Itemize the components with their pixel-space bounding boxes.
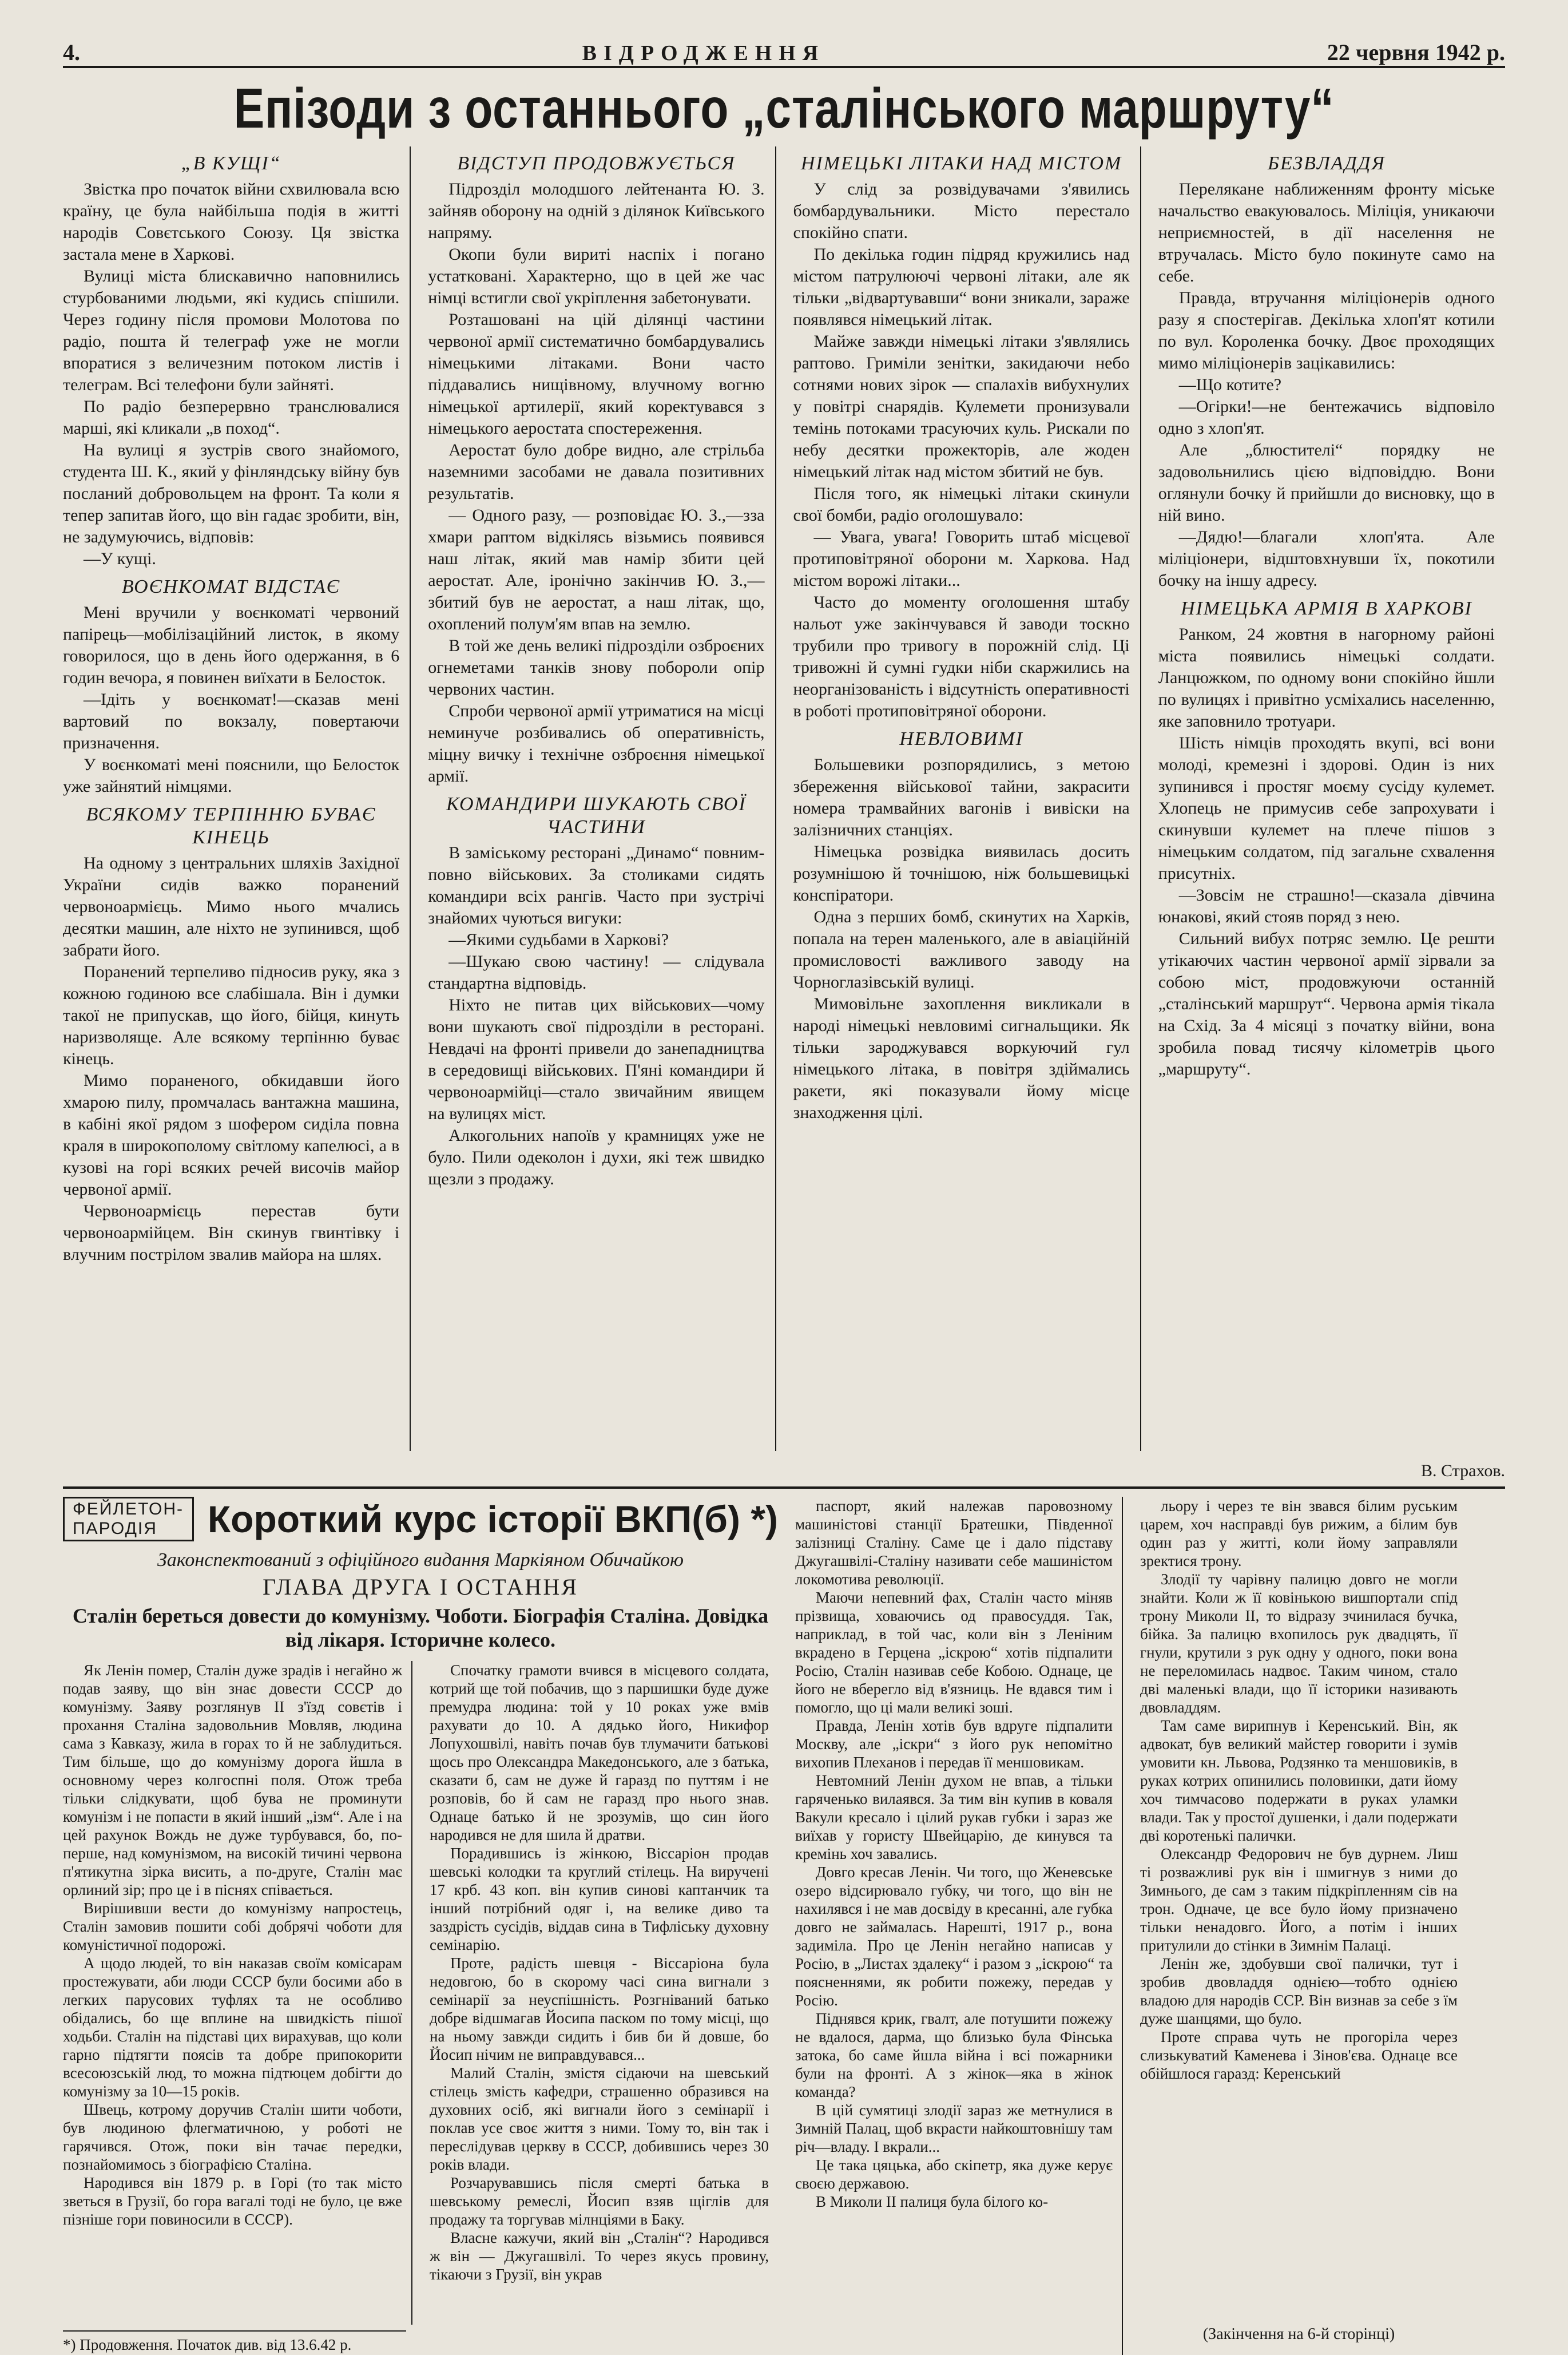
paragraph: Невтомний Ленін духом не впав, а тільки гаряченько вилаявся. За тим він купив в коваля Вакули кресало і цілий рукав губки і зараз же виїхав у гористу Швейцарію, де кинувся та кремінь хоч завались.: [795, 1772, 1113, 1862]
paragraph: Шість німців проходять вкупі, всі вони молоді, кремезні і здорові. Один із них зупинився і простяг моєму сусіду кулемет. Хлопець не примусив себе запрохувати і скинувши кулемет на плече пішов з німецьким солдатом, під загальне схвалення присутніх.: [1158, 734, 1495, 883]
paragraph: Злодії ту чарівну палицю довго не могли знайти. Коли ж її ковінькою вишпортали спід трону Миколи II, то відразу зчинилася бучка, бійка. За палицю вхопилось рук двадцять, її гнули, крутили з рук одну у одного, поки вона не переломилась надвоє. Таким чином, стало дві маленькі влади, що її історики називають двовладдям.: [1140, 1571, 1458, 1716]
masthead: [63, 31, 1505, 68]
section-title: НЕВЛОВИМІ: [899, 728, 1023, 750]
paragraph: В заміському ресторані „Динамо“ повним-повно військових. За столиками сидять командири всіх рангів. Часто при зустрічі знайомих чуються вигуки:: [428, 843, 765, 927]
paragraph: По радіо безперервно транслювалися марші, які кликали „в поход“.: [63, 397, 400, 438]
article-signature: В. Страхов.: [1421, 1461, 1505, 1480]
paragraph: Червоноармієць перестав бути червоноармійцем. Він скинув гвинтівку і влучним пострілом звалив майора на шлях.: [63, 1202, 400, 1264]
footnote: *) Продовження. Початок див. від 13.6.42 р.: [63, 2330, 406, 2354]
section-title: НІМЕЦЬКІ ЛІТАКИ НАД МІСТОМ: [800, 153, 1122, 174]
paragraph: паспорт, який належав паровозному машиністові станції Братешки, Південної залізниці Сталіну. Саме це і дало підставу Джугашвілі-Сталіну називати себе машиністом локомотива революції.: [795, 1497, 1113, 1588]
paragraph: Поранений терпеливо підносив руку, яка з кожною годиною все слабішала. Він і думки такої не припускав, що його, бійця, кинуть наризволяще. Але всякому терпінню буває кінець.: [63, 962, 400, 1068]
paragraph: По декілька годин підряд кружились над містом патрулюючі червоні літаки, але як тільки „відвартувавши“ вони зникали, зараже появлявся німецький літак.: [793, 245, 1130, 329]
feuilleton-column-4: [1140, 1497, 1467, 2321]
paper-title: ВІДРОДЖЕННЯ: [582, 41, 825, 65]
chapter-title: ГЛАВА ДРУГА І ОСТАННЯ: [263, 1574, 578, 1600]
section-title: „В КУЩІ“: [181, 153, 281, 174]
paragraph: —Шукаю свою частину! — слідувала стандартна відповідь.: [428, 952, 765, 993]
section-title: КОМАНДИРИ ШУКАЮТЬ СВОЇ ЧАСТИНИ: [446, 794, 747, 838]
paragraph: —Зовсім не страшно!—сказала дівчина юнакові, який стояв поряд з нею.: [1158, 886, 1495, 926]
paragraph: Ленін же, здобувши свої палички, тут і зробив двовладдя однією—тобто однією владою для народів ССР. Він визнав за себе з їм дуже шанцями, що було.: [1140, 1955, 1458, 2027]
feuilleton-right: [1140, 1497, 1458, 2355]
paragraph: У воєнкоматі мені пояснили, що Белосток уже зайнятий німцями.: [63, 755, 400, 796]
paragraph: Спроби червоної армії утриматися на місці неминуче розбивались об оперативність, міцну вичку і технічне озброєння німецької армії.: [428, 701, 765, 786]
paragraph: Олександр Федорович не був дурнем. Лиш ті розважливі рук він і шмигнув з ними до Зимнього, де сам з таким підкріпленням сів на трон. Одначе, це все було йому призначено тільки ненадовго. Його, а потім і інших притулили до стінки в Зимнім Палаці.: [1140, 1845, 1458, 1954]
article-column-4: [1158, 146, 1505, 1451]
paragraph: Спочатку грамоти вчився в місцевого солдата, котрий ще той побачив, що з паршишки буде дуже премудра людина: той у 10 роках уже вмів рахувати до 10. А дядько його, Никифор Лопухошвілі, навіть почав був тлумачити батькові щось про Олександра Македонського, але з батька, сказати б, сам не дуже й гаразд по путтям і не розповів, бо й сам не гаразд про нього знав. Однаце батько й не зрозумів, що син його народився не для шила й дратви.: [430, 1662, 769, 1843]
section-title: ВОЄНКОМАТ ВІДСТАЄ: [121, 576, 341, 597]
chapter-summary: Сталін береться довести до комунізму. Чоботи. Біографія Сталіна. Довідка від лікаря. Історичне колесо.: [72, 1604, 769, 1651]
paragraph: —Ідіть у воєнкомат!—сказав мені вартовий по вокзалу, повертаючи призначення.: [63, 690, 400, 752]
paragraph: Розташовані на цій ділянці частини червоної армії систематично бомбардувались німецькими літаками. Вони часто піддавались нищівному, влучному вогню німецької артилерії, який коректувався з німецького аеростата спостереження.: [428, 310, 765, 438]
paragraph: —Якими судьбами в Харкові?: [448, 930, 669, 949]
feuilleton-body: [63, 1661, 778, 2325]
paragraph: Окопи були вириті наспіх і погано устатковані. Характерно, що в цей же час німці встигли свої укріплення забетонувати.: [428, 245, 765, 307]
page-number: 4.: [63, 39, 80, 65]
paragraph: Швець, котрому доручив Сталін шити чоботи, був людиною флегматичною, у роботі не гарячився. Отож, поки він тачає передки, познайомимось з біографією Сталіна.: [63, 2101, 402, 2173]
paragraph: Перелякане наближенням фронту міське начальство евакуювалось. Міліція, уникаючи неприємностей, в дії населення не втручалась. Місто було покинуте само на себе.: [1158, 180, 1495, 286]
paragraph: Ранком, 24 жовтня в нагорному районі міста появились німецькі солдати. Ланцюжком, по одному вони спокійно йшли по вулицях і привітно усміхались населенню, яке заповнило тротуари.: [1158, 625, 1495, 731]
section-title: БЕЗВЛАДДЯ: [1267, 153, 1386, 174]
paragraph: Большевики розпорядились, з метою збереження військової тайни, закрасити номера трамвайних вагонів і вивіски на залізничних станціях.: [793, 755, 1130, 839]
paragraph: — Одного разу, — розповідає Ю. З.,—зза хмари раптом відкілясь візьмись появився наш літак, який мав намір збити цей аеростат. Але, іронічно закінчив Ю. З.,—збитий був не аеростат, а наш літак, що, охоплений полум'ям впав на землю.: [428, 506, 765, 633]
feuilleton-subtitle: Законспектований з офіційного видання Маркіяном Обичайкою: [157, 1549, 684, 1571]
paragraph: Довго кресав Ленін. Чи того, що Женевське озеро відсирювало губку, чи того, що він не нахилявся і не мав досвіду в кресанні, але губка довго не займалась. Нарешті, 1917 р., вона задиміла. Про це Ленін негайно написав у Росію, в „Листах здалеку“ і разом з „іскрою“ та поясненнями, як робити пожежу, передав у Росію.: [795, 1864, 1113, 2009]
feuilleton-column-2: [430, 1661, 778, 2325]
paragraph: Там саме вирипнув і Керенський. Він, як адвокат, був великий майстер говорити і зумів умовити кн. Львова, Родзянко та меншовиків, в руках котрих опинились половинки, дати йому хоч тимчасово подержати в руках уламки влади. Так у простої душенки, і дали подержати дві коротенькі палички.: [1140, 1717, 1458, 1844]
paragraph: На вулиці я зустрів свого знайомого, студента Ш. К., який у фінляндську війну був посланий добровольцем на фронт. Та коли я тепер запитав його, що він гадає зробити, він, не задумуючись, відповів:: [63, 441, 400, 546]
paragraph: Мимовільне захоплення викликали в народі німецькі невловимі сигнальщики. Як тільки зароджувався воркуючий гул німецького літака, в повітря здіймались ракети, які показували йому місце знаходження цілі.: [793, 994, 1130, 1122]
paragraph: В цій сумятиці злодії зараз же метнулися в Зимній Палац, щоб вкрасти найкоштовнішу там річ—владу. І вкрали...: [795, 2102, 1113, 2155]
section-divider: [63, 1486, 1505, 1489]
section-title: НІМЕЦЬКА АРМІЯ В ХАРКОВІ: [1180, 598, 1472, 619]
paragraph: Порадившись із жінкою, Віссаріон продав шевські колодки та круглий стілець. На виручені 17 крб. 43 коп. він купив синові каптанчик та інший потрібний одяг і, на велике диво та заздрість сусідів, віддав сина в Тифліську духовну семінарію.: [430, 1845, 769, 1953]
issue-date: 22 червня 1942 р.: [1327, 39, 1505, 65]
paragraph: Ніхто не питав цих військових—чому вони шукають свої підрозділи в ресторані. Невдачі на фронті привели до занепадництва в середовищі військових. П'яні командири й червоноармійці—стало звичайним явищем на вулицях міст.: [428, 996, 765, 1123]
paragraph: Майже завжди німецькі літаки з'являлись раптово. Гриміли зенітки, закидаючи небо сотнями нових зірок — спалахів вибухнулих у повітрі снарядів. Кулемети пронизували темінь потоками трасуючих куль. Рискали по небу десятки прожекторів, але жоден німецький літак над містом збитий не був.: [793, 332, 1130, 481]
paragraph: Народився він 1879 р. в Горі (то так місто зветься в Грузії, бо гора вагалі тоді не було, це вже пізніше гори повиносили в СССР).: [63, 2174, 402, 2228]
paragraph: Правда, втручання міліціонерів одного разу я спостерігав. Декілька хлоп'ят котили по вул. Короленка бочку. Двоє проходящих мимо міліціонерів зацікавились:: [1158, 288, 1495, 372]
paragraph: Мені вручили у воєнкоматі червоний папірець—мобілізаційний листок, в якому говорилося, що в день його одержання, в 6 годин вечора, я повинен виїхати в Белосток.: [63, 603, 400, 687]
paragraph: Алкогольних напоїв у крамницях уже не було. Пили одеколон і духи, які теж швидко щезли з продажу.: [428, 1126, 765, 1188]
paragraph: В Миколи II палиця була білого ко-: [816, 2193, 1049, 2210]
feuilleton-column-3: [795, 1497, 1123, 2355]
paragraph: —Що котите?: [1178, 375, 1282, 394]
feuilleton: [63, 1497, 1505, 2355]
paragraph: У слід за розвідувачами з'явились бомбардувальники. Місто перестало спокійно спати.: [793, 180, 1130, 242]
paragraph: Часто до моменту оголошення штабу нальот уже закінчувався й заводи тоскно трубили про тривогу в порожній слід. Ці тривожні й сумні гудки ніби скаржились на неорганізованість і відсутність оперативності в роботі протиповітряної оборони.: [793, 593, 1130, 720]
article-columns: [63, 146, 1505, 1451]
paragraph: Вулиці міста блискавично наповнились стурбованими людьми, які кудись спішили. Через годину після промови Молотова по радіо, пошта й телеграф уже не могли впоратися з величезним потоком листів і телеграм. Всі телефони були зайняті.: [63, 267, 400, 394]
feuilleton-header: [63, 1497, 778, 1541]
paragraph: В той же день великі підрозділи озброєних огнеметами танків знову побороли опір червоних частин.: [428, 636, 765, 699]
section-title: ВСЯКОМУ ТЕРПІННЮ БУВАЄ КІНЕЦЬ: [86, 804, 376, 848]
paragraph: Сильний вибух потряс землю. Це решти утікаючих частин червоної армії зірвали за собою міст, продовжуючи останній „сталінський маршрут“. Червона армія тікала на Схід. За 4 місяці з початку війни, вона зробила повад тисячу кілометрів цього „маршруту“.: [1158, 929, 1495, 1079]
paragraph: Проте, радість шевця - Віссаріона була недовгою, бо в скорому часі сина вигнали з семінарії за неуспішність. Розгніваний батько добре відшмагав Йосипа паском по тому місці, що на ньому завжди сидить і бив би й довше, бо Йосип нічим не виправдувався...: [430, 1954, 769, 2063]
paragraph: —У кущі.: [84, 549, 156, 568]
paragraph: —Дядю!—благали хлоп'ята. Але міліціонери, відштовхнувши їх, покотили бочку на іншу адресу.: [1158, 528, 1495, 590]
paragraph: Це така цяцька, або скіпетр, яка дуже керує своєю державою.: [795, 2156, 1113, 2192]
paragraph: Але „блюстителі“ порядку не задовольнились цією відповіддю. Вони оглянули бочку й прийшли до висновку, що в ній вино.: [1158, 441, 1495, 525]
paragraph: Малий Сталін, змістя сідаючи на шевський стілець змість кафедри, страшенно образився на духовних осіб, які вигнали його з семінарії і поклав усе своє життя з ними. Тому то, він так і переслідував церкву в СССР, добившись через 30 років влади.: [430, 2064, 769, 2173]
feuilleton-column-1: [63, 1661, 412, 2325]
paragraph: Мимо пораненого, обкидавши його хмарою пилу, промчалась вантажна машина, в кабіні якої рядом з шофером сиділа повна краля в широкополому світлому капелюсі, а в кузові на горі всяких речей височів майор червоної армії.: [63, 1071, 400, 1199]
paragraph: Правда, Ленін хотів був вдруге підпалити Москву, але „іскри“ з його рук непомітно вихопив Плеханов і передав її меншовикам.: [795, 1717, 1113, 1771]
section-title: ВІДСТУП ПРОДОВЖУЄТЬСЯ: [457, 153, 736, 174]
paragraph: Маючи непевний фах, Сталін часто міняв прізвища, ховаючись од правосуддя. Так, наприклад, в той час, коли він з Леніним вкрадено в Герцена „іскрою“ хотів підпалити Росію, Сталін називав себе Кобою. Однаце, це його не вберегло від в'язниць. Не вдався тим і помогло, що ці мали великі зоші.: [795, 1589, 1113, 1716]
paragraph: Власне кажучи, який він „Сталін“? Народився ж він — Джугашвілі. То через якусь провину, тікаючи з Грузії, він украв: [430, 2229, 769, 2283]
paragraph: Підрозділ молодшого лейтенанта Ю. З. зайняв оборону на одній з ділянок Київського напряму.: [428, 180, 765, 242]
feuilleton-title: Короткий курс історії ВКП(б) *): [207, 1498, 778, 1540]
paragraph: льору і через те він звався білим руським царем, хоч насправді був рижим, а білим був один раз у житті, коли йому заправляли зректися трону.: [1140, 1497, 1458, 1569]
article-column-2: [428, 146, 776, 1451]
paragraph: Як Ленін помер, Сталін дуже зрадів і негайно ж подав заяву, що він знає довести СССР до комунізму. Заяву розглянув II з'їзд совєтів і прохання Сталіна задовольнив Мовляв, людина сама з Кавказу, жила в горах то й не заблудиться. Тим більше, що до комунізму дорога йшла в основному через колгоспні поля. Отож треба тільки слідкувати, щоб бува не проминути комунізм і не попасти в який інший „ізм“. Але і на цей рахунок Вождь не дуже турбувався, бо, по-перше, над комунізмом, на високій тичині червона п'ятикутна зірка висить, а по-друге, Сталін має орлиний зір; про це і в піснях співається.: [63, 1662, 402, 1898]
paragraph: Проте справа чуть не прогоріла через слизькуватий Каменева і Зінов'єва. Однаце все обійшлося гаразд: Керенський: [1140, 2028, 1458, 2082]
paragraph: —Огірки!—не бентежачись відповіло одно з хлоп'ят.: [1158, 397, 1495, 438]
feuilleton-tag: ФЕЙЛЕТОН-ПАРОДІЯ: [63, 1497, 194, 1541]
paragraph: Розчарувавшись після смерті батька в шевському ремеслі, Йосип взяв щіглів для продажу та торгував мілнціями в Баку.: [430, 2174, 769, 2228]
article-column-3: [793, 146, 1141, 1451]
paragraph: На одному з центральних шляхів Західної України сидів важко поранений червоноармієць. Мимо нього мчались десятки машин, але ніхто не зупинився, щоб забрати його.: [63, 854, 400, 960]
paragraph: А щодо людей, то він наказав своїм комісарам простежувати, аби люди СССР були босими або в легких парусових туфлях та не особливо обідались, бо ще вплине на швидкість пішої ходьби. Сталін на підставі цих вирахував, що коли гарно підтягти поясів та добре припокорити всесоюзській люд, то можна підтюцем добігти до комунізму за 10—15 років.: [63, 1954, 402, 2100]
article-column-1: [63, 146, 411, 1451]
paragraph: Вирішивши вести до комунізму напростець, Сталін замовив пошити собі добрячі чоботи для комуністичної подорожі.: [63, 1900, 402, 1953]
continued-note: (Закінчення на 6-й сторінці): [1202, 2325, 1395, 2343]
paragraph: Після того, як німецькі літаки скинули свої бомби, радіо оголошувало:: [793, 484, 1130, 525]
headline: Епізоди з останнього „сталінського маршруту“: [233, 77, 1335, 140]
paragraph: Аеростат було добре видно, але стрільба наземними засобами не давала позитивних результатів.: [428, 441, 765, 503]
paragraph: Піднявся крик, гвалт, але потушити пожежу не вдалося, дарма, що близько була Фінська затока, бо саме йшла війна і всі пожарники були на фронті. А з жінок—яка в жінок команда?: [795, 2010, 1113, 2100]
paragraph: Звістка про початок війни схвилювала всю країну, це була найбільша подія в житті народів Совєтського Союзу. Ця звістка застала мене в Харкові.: [63, 180, 400, 264]
paragraph: Німецька розвідка виявилась досить розумнішою й точнішою, ніж большевицькі конспіратори.: [793, 842, 1130, 905]
paragraph: — Увага, увага! Говорить штаб місцевої протиповітряної оборони м. Харкова. Над містом ворожі літаки...: [793, 528, 1130, 590]
paragraph: Одна з перших бомб, скинутих на Харків, попала на терен маленького, але в авіаційній промисловості важливого заводу на Чорноглазівській вулиці.: [793, 907, 1130, 992]
feuilleton-main: [63, 1497, 778, 2355]
